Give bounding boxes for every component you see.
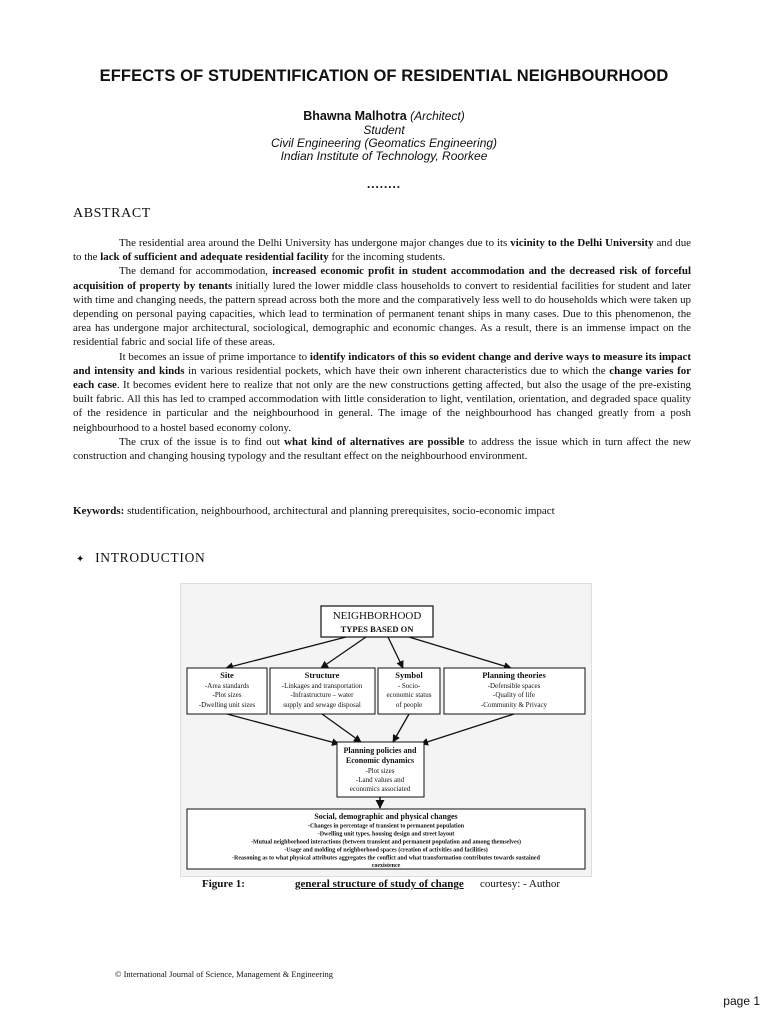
svg-text:coexistence: coexistence	[371, 863, 401, 869]
svg-text:economic status: economic status	[386, 691, 432, 699]
bullet-icon: ✦	[76, 554, 86, 565]
neighborhood-subtitle: TYPES BASED ON	[340, 624, 414, 634]
svg-text:-Plot sizes: -Plot sizes	[212, 691, 242, 699]
page-number: page 1	[723, 994, 760, 1008]
svg-text:-Reasoning as to what physical: -Reasoning as to what physical attributes aggregates the conflict and what transformation contributes towards sustained	[232, 855, 540, 862]
svg-text:-Mutual neighborhood interacti: -Mutual neighborhood interactions (between transient and permanent population and among themselves)	[250, 839, 522, 846]
figure-1-diagram	[180, 583, 592, 877]
affiliation-line-2: Civil Engineering (Geomatics Engineering)	[270, 136, 498, 150]
author-name: Bhawna Malhotra	[303, 109, 407, 123]
keywords	[73, 505, 693, 517]
svg-text:-Dwelling unit sizes: -Dwelling unit sizes	[198, 701, 256, 709]
figure-caption-credit: courtesy: - Author	[480, 878, 561, 890]
svg-text:-Defensible spaces: -Defensible spaces	[487, 682, 541, 690]
svg-text:of people: of people	[395, 701, 423, 709]
svg-text:economics associated: economics associated	[349, 785, 411, 793]
footer-copyright: © International Journal of Science, Management & Engineering	[115, 969, 333, 979]
policy-title-2: Economic dynamics	[345, 756, 415, 765]
affiliation-line-3: Indian Institute of Technology, Roorkee	[280, 149, 488, 163]
svg-text:-Linkages and transportation: -Linkages and transportation	[281, 682, 363, 690]
svg-text:-Land values and: -Land values and	[355, 776, 405, 784]
svg-text:-Quality of life: -Quality of life	[493, 691, 535, 699]
policy-title-1: Planning policies and	[343, 746, 417, 755]
svg-text:-Area standards: -Area standards	[204, 682, 250, 690]
svg-text:-Plot sizes: -Plot sizes	[365, 767, 395, 775]
author-line	[0, 109, 768, 123]
svg-text:- Socio-: - Socio-	[397, 682, 421, 690]
paper-title: EFFECTS OF STUDENTIFICATION OF RESIDENTIAL NEIGHBOURHOOD	[99, 67, 669, 85]
svg-text:-Infrastructure – water: -Infrastructure – water	[290, 691, 354, 699]
changes-title: Social, demographic and physical changes	[314, 812, 458, 821]
abstract-paragraph-3: It becomes an issue of prime importance to identify indicators of this so evident change and derive ways to measure its impact and intensity and kinds in various residential pockets, which have their own inherent characteristics due to which the change varies for each case. It becomes evident here to realize that not only are the new constructions getting affected, but also the usage of the pre-existing built fabric. All this has led to cramped accommodation with little consideration to light, ventilation, orientation, and degraded space quality of the residence in particular and the neighbourhood in general. The image of the neighbourhood has changed greatly from a posh neighbourhood to a hostel based economy colony.	[73, 350, 692, 434]
svg-text:-Community & Privacy: -Community & Privacy	[480, 701, 548, 709]
abstract-paragraph-1: The residential area around the Delhi University has undergone major changes due to its vicinity to the Delhi University and due to the lack of sufficient and adequate residential facility for the incoming students.	[73, 237, 691, 264]
svg-text:-Usage and molding of neighbor: -Usage and molding of neighborhood spaces (creation of activities and facilities)	[284, 847, 488, 854]
separator: ........	[367, 176, 401, 191]
figure-caption-text: general structure of study of change	[295, 878, 464, 890]
abstract-heading: ABSTRACT	[73, 206, 151, 221]
abstract-paragraph-2: The demand for accommodation, increased economic profit in student accommodation and the decreased risk of forceful acquisition of property by tenants initially lured the lower middle class households to convert to residential facilities for student and later with time and changing needs, the pattern spread across both the more and the comparatively less well to do households which were taken up depending on personal paying capacities, which lead to termination of permanent tenant ships in many cases. Due to this phenomenon, the area has undergone major architectural, sociological, demographic and economic changes. As a result, there is an immense impact on the residential fabric and social life of these areas.	[73, 265, 692, 349]
abstract-body	[73, 236, 691, 463]
structure-title: Structure	[304, 670, 340, 680]
affiliation-line-1: Student	[363, 123, 405, 137]
author-role: (Architect)	[410, 109, 465, 123]
abstract-paragraph-4: The crux of the issue is to find out what kind of alternatives are possible to address the issue which in turn affect the new construction and changing housing typology and the resultant effect on the neighbourhood environment.	[73, 435, 692, 463]
planning-theories-title: Planning theories	[482, 670, 546, 680]
introduction-heading: ✦ INTRODUCTION	[76, 550, 206, 565]
keywords-text: studentification, neighbourhood, architectural and planning prerequisites, socio-economic impact	[124, 505, 555, 517]
figure-caption-label: Figure 1:	[202, 878, 245, 890]
svg-text:supply and sewage disposal: supply and sewage disposal	[283, 701, 361, 709]
svg-text:-Changes in percentage of tran: -Changes in percentage of transient to permanent population	[307, 823, 465, 830]
keywords-label: Keywords:	[73, 505, 125, 517]
site-title: Site	[220, 670, 234, 680]
symbol-title: Symbol	[395, 670, 423, 680]
svg-text:-Dwelling unit types, housing: -Dwelling unit types, housing design and street layout	[317, 831, 455, 838]
neighborhood-title: NEIGHBORHOOD	[332, 610, 422, 622]
